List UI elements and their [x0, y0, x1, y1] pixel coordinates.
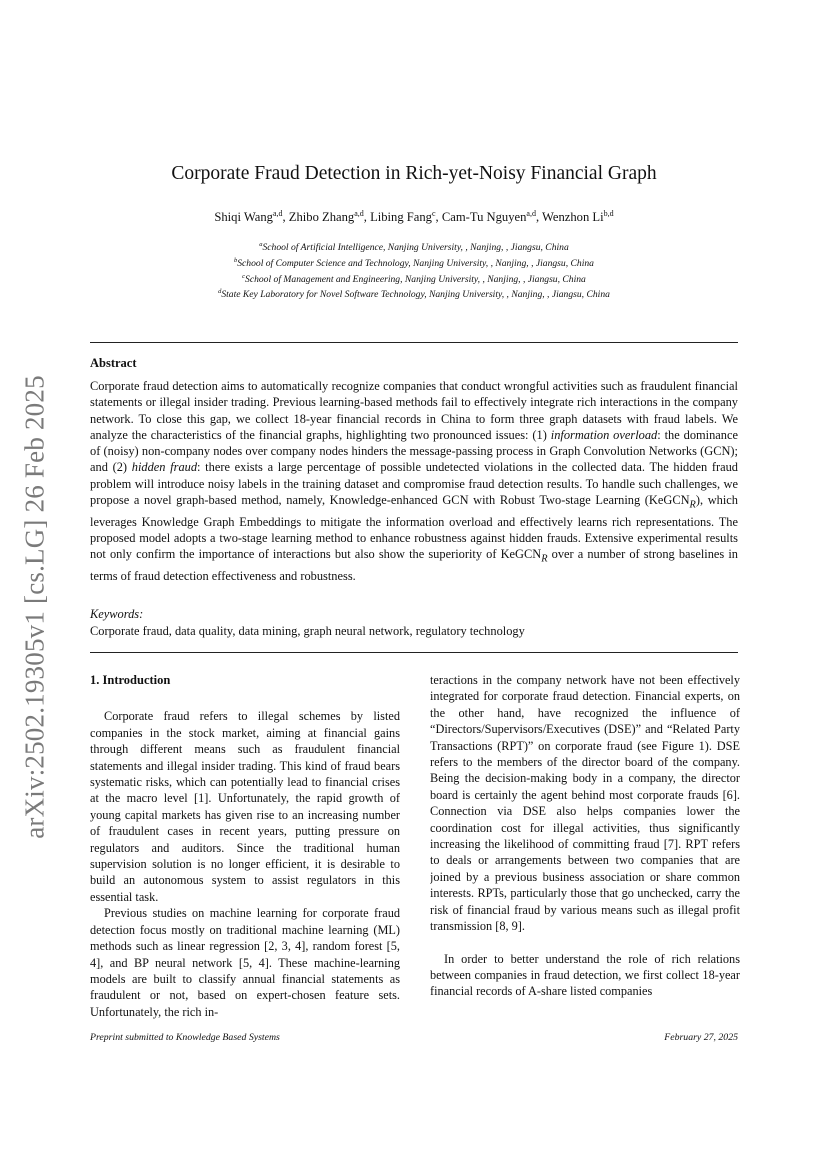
- abstract-text-part: Corporate fraud detection aims to automatically recognize companies that conduct wrongful activities such as fraudulent financial statements or illegal insider trading. Previous learning-based methods fail to effectively integrate rich interactions in the company network. To close this gap, we collect 18-year financial records in China to form three graph datasets with fraud labels. We analyze the characteristics of the financial graphs, highlighting two pronounced issues: (1): [90, 379, 738, 442]
- affiliation-mark: b: [234, 256, 238, 264]
- body-paragraph: Previous studies on machine learning for corporate fraud detection focus mostly on traditional machine learning (ML) methods such as linear regression [2, 3, 4], random forest [5, 4], and BP neural network [5, 4]. These machine-learning models are built to classify annual financial statements as fraudulent or not, based on expert-chosen feature sets. Unfortunately, the rich in-: [90, 906, 400, 1019]
- arxiv-identifier-text: arXiv:2502.19305v1 [cs.LG] 26 Feb 2025: [19, 375, 50, 839]
- body-paragraph: teractions in the company network have not been effectively integrated for corporate fraud detection. Financial experts, on the other hand, have recognized the influence of “Directors/Supervisors/Executives (DSE)” and “Related Party Transactions (RPT)” on corporate fraud (see Figure 1). DSE refers to the members of the director board of the company. Being the decision-making body in a company, the director board is certainly the agent behind most corporate frauds [6]. Connection via DSE also helps companies lower the coordination cost for illegal activities, thus significantly increasing the likelihood of committing fraud [7]. RPT refers to deals or arrangements between two companies that are joined by a previous business association or share common interests. RPTs, particularly those that go unchecked, carry the risk of financial fraud by various means such as illegal profit transmission [8, 9].: [430, 673, 740, 934]
- affiliation-list: [90, 239, 738, 302]
- affiliation-mark: d: [218, 288, 222, 296]
- affiliation-text: School of Computer Science and Technology, Nanjing University, , Nanjing, , Jiangsu, China: [237, 257, 594, 269]
- author-affiliation-mark: a,d: [272, 209, 283, 218]
- author-name: Zhibo Zhang: [288, 210, 355, 225]
- keywords-text: Corporate fraud, data quality, data mining, graph neural network, regulatory technology: [90, 624, 525, 638]
- body-paragraph: In order to better understand the role of rich relations between companies in fraud detection, we first collect 18-year financial records of A-share listed companies: [430, 951, 740, 999]
- author-affiliation-mark: a,d: [526, 209, 536, 218]
- arxiv-identifier-stamp: [10, 365, 60, 850]
- abstract-top-rule: [90, 342, 738, 343]
- author-name: Cam-Tu Nguyen: [441, 210, 527, 225]
- affiliation-line: [90, 286, 738, 302]
- abstract-text: [90, 378, 738, 585]
- author-affiliation-mark: b,d: [603, 209, 614, 218]
- affiliation-line: [90, 239, 738, 255]
- abstract-text-part: : the dominance of (noisy) non-company nodes over company nodes hinders the message-passing process in Graph Convolution Networks (GCN); and (2): [90, 427, 738, 475]
- abstract-heading: Abstract: [90, 356, 137, 370]
- keywords-heading: Keywords:: [90, 607, 144, 621]
- abstract-emphasis: hidden fraud: [131, 460, 198, 475]
- affiliation-line: [90, 255, 738, 271]
- abstract-text-part: : there exists a large percentage of possible undetected violations in the collected data. The hidden fraud problem will introduce noisy labels in the training dataset and compromise fraud detection results. To handle such challenges, we propose a novel graph-based method, namely, Knowledge-enhanced GCN with Robust Two-stage Learning (KeGCN: [90, 460, 738, 508]
- right-column: [430, 672, 740, 1024]
- author-name: Wenzhon Li: [542, 210, 604, 225]
- author-name: Libing Fang: [370, 210, 432, 225]
- body-paragraph: Corporate fraud refers to illegal schemes by listed companies in the stock market, aiming at financial gains through different means such as fraudulent financial statements and illegal insider trading. This kind of fraud bears systematic risks, which can potentially lead to financial crises at the macro level [1]. Unfortunately, the rapid growth of young capital markets has given rise to an increasing number of fraudulent cases in recent years, putting pressure on regulators and auditors. Since the traditional human supervision solution is no longer efficient, it is desirable to build an autonomous system to assist regulators in this essential task.: [90, 709, 400, 904]
- author-name: Shiqi Wang: [214, 210, 273, 225]
- abstract-text-part: ), which leverages Knowledge Graph Embeddings to mitigate the information overload and effectively learns rich representations. The proposed model adopts a two-stage learning method to enhance robustness against hidden frauds. Extensive experimental results not only confirm the importance of interactions but also show the superiority of KeGCN: [90, 493, 738, 562]
- abstract-emphasis: information overload: [550, 427, 658, 442]
- author-affiliation-mark: c: [431, 209, 436, 218]
- paragraph-gap: [430, 935, 740, 951]
- affiliation-text: School of Artificial Intelligence, Nanjing University, , Nanjing, , Jiangsu, China: [262, 242, 569, 254]
- left-column: [90, 672, 400, 1024]
- affiliation-mark: c: [242, 272, 246, 280]
- affiliation-line: [90, 271, 738, 287]
- abstract-bottom-rule: [90, 652, 738, 653]
- author-affiliation-mark: a,d: [354, 209, 364, 218]
- model-subscript: R: [689, 499, 696, 511]
- model-subscript: R: [541, 553, 548, 565]
- footer-date: February 27, 2025: [664, 1032, 738, 1043]
- abstract-text-part: over a number of strong baselines in terms of fraud detection effectiveness and robustness.: [90, 547, 738, 584]
- author-list: Shiqi Wang$^{a,d}$, Zhibo Zhang$^{a,d}$, Libing Fang$^c$, Cam-Tu Nguyen$^{a,d}$, Wenzhon Li$^{b,d}$: [214, 209, 614, 225]
- affiliation-text: State Key Laboratory for Novel Software Technology, Nanjing University, , Nanjing, , Jiangsu, China: [221, 289, 610, 301]
- footer-submission-note: Preprint submitted to Knowledge Based Systems: [90, 1032, 280, 1043]
- affiliation-mark: a: [259, 241, 263, 248]
- affiliation-text: School of Management and Engineering, Nanjing University, , Nanjing, , Jiangsu, China: [245, 273, 586, 285]
- section-heading: 1. Introduction: [90, 673, 171, 687]
- paper-title: Corporate Fraud Detection in Rich-yet-Noisy Financial Graph: [171, 163, 657, 184]
